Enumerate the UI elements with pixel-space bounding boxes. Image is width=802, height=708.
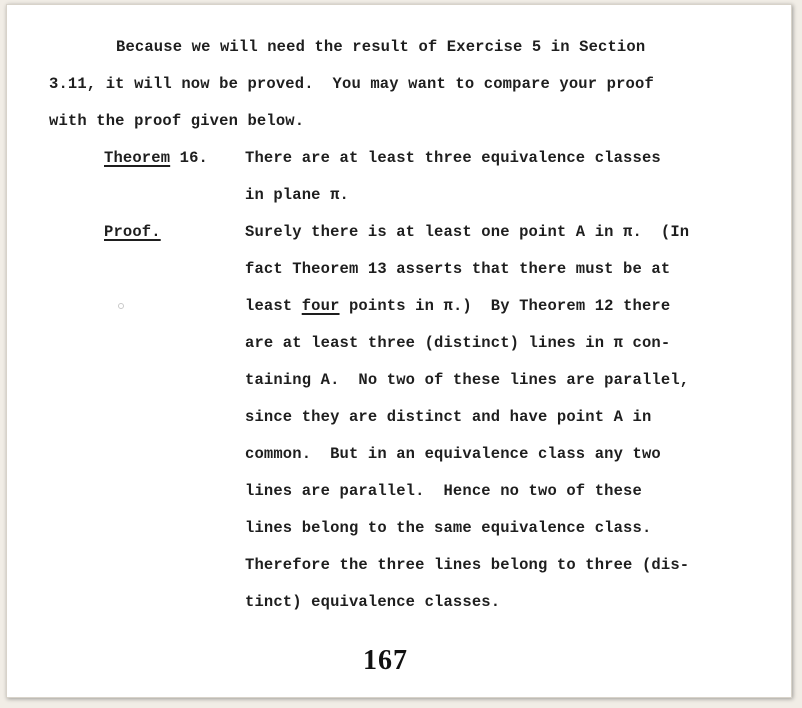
theorem-number: 16. <box>170 149 208 167</box>
theorem-statement-line-2: in plane π. <box>245 186 349 204</box>
proof-line-7: common. But in an equivalence class any two <box>245 445 661 463</box>
proof-line-6: since they are distinct and have point A in <box>245 408 652 426</box>
page-number: 167 <box>363 645 408 676</box>
intro-line-1: Because we will need the result of Exercise 5 in Section <box>116 38 646 56</box>
proof-heading <box>104 222 161 242</box>
proof-line-11: tinct) equivalence classes. <box>245 593 501 611</box>
intro-line-2: 3.11, it will now be proved. You may want to compare your proof <box>49 75 654 93</box>
proof-line-3-start: least <box>245 297 302 315</box>
document-page <box>6 4 792 698</box>
proof-label: Proof. <box>104 223 161 241</box>
proof-line-10: Therefore the three lines belong to three (dis- <box>245 556 690 574</box>
emphasized-word-four: four <box>301 297 340 315</box>
proof-line-8: lines are parallel. Hence no two of these <box>245 482 642 500</box>
proof-line-9: lines belong to the same equivalence class. <box>245 519 652 537</box>
proof-line-3 <box>245 296 670 316</box>
theorem-statement-line-1: There are at least three equivalence classes <box>245 149 661 167</box>
scan-speck <box>118 303 124 309</box>
intro-line-3: with the proof given below. <box>49 112 305 130</box>
proof-line-3-end: points in π.) By Theorem 12 there <box>339 297 671 315</box>
proof-line-4: are at least three (distinct) lines in π con- <box>245 334 671 352</box>
theorem-heading <box>104 148 208 168</box>
proof-line-2: fact Theorem 13 asserts that there must be at <box>245 260 671 278</box>
proof-line-5: taining A. No two of these lines are parallel, <box>245 371 690 389</box>
theorem-label: Theorem <box>104 149 171 167</box>
proof-line-1: Surely there is at least one point A in π. (In <box>245 223 690 241</box>
